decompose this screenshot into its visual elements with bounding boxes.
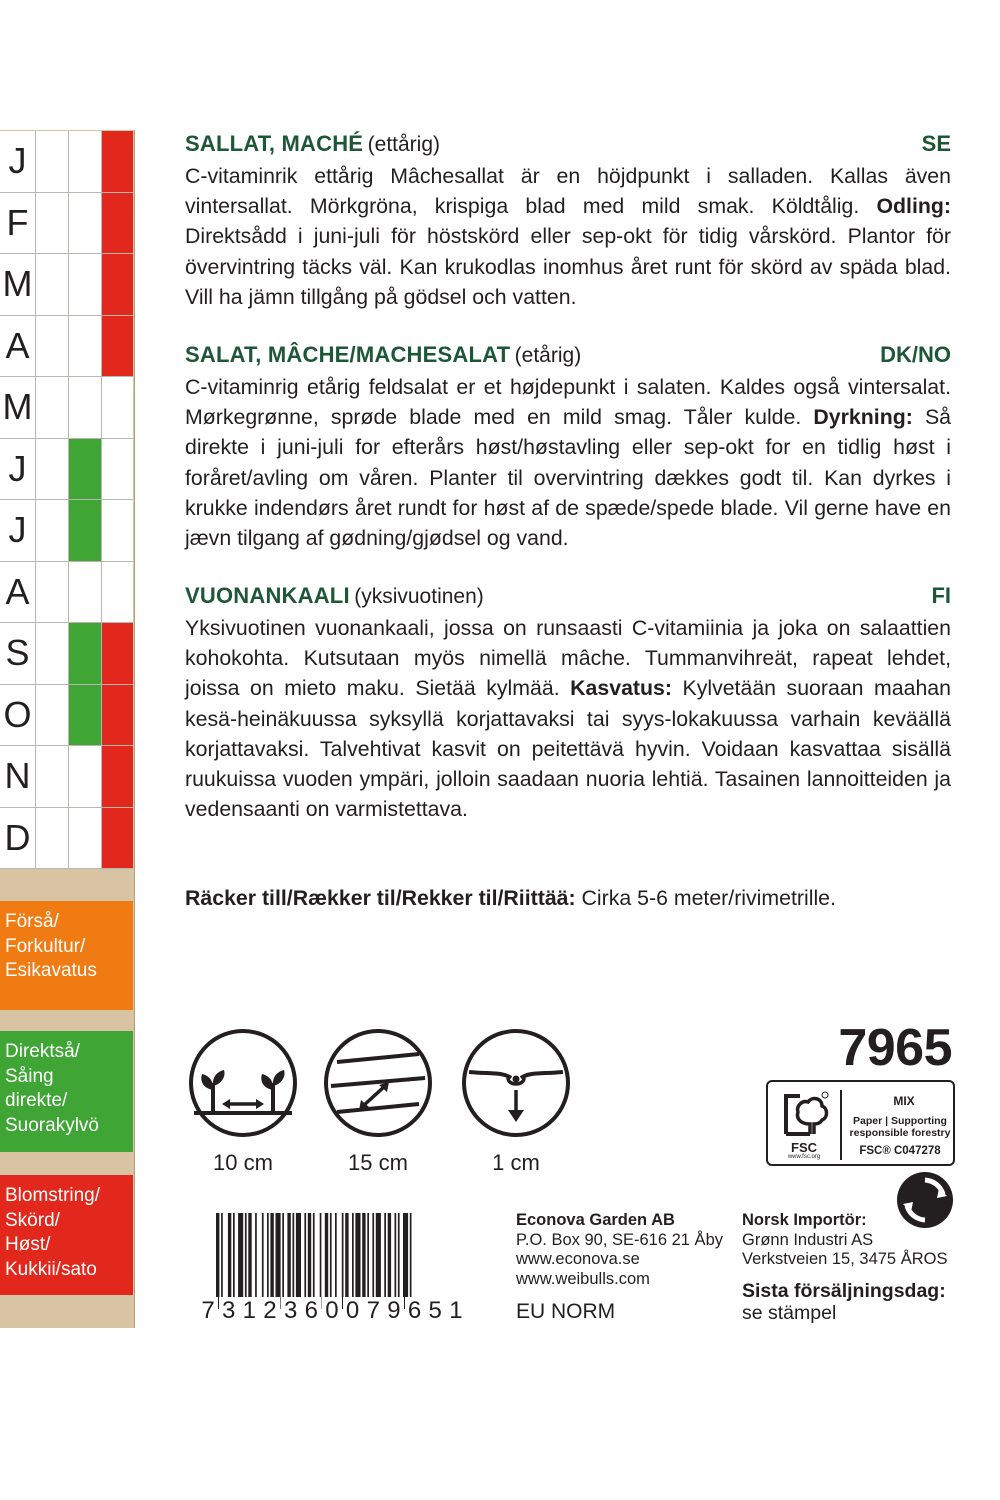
barcode-digits xyxy=(198,1297,466,1325)
body-text: C-vitaminrik ettårig Mâchesallat är en höjdpunkt i salladen. Kallas även vintersallat. Mörkgröna, krispiga blad med mild smak. Köldtålig. xyxy=(185,164,951,219)
section-body xyxy=(185,613,951,824)
calendar-row xyxy=(0,685,133,747)
calendar-cell-harvest xyxy=(102,439,133,500)
barcode-digit: 2 xyxy=(260,1297,280,1325)
calendar-row xyxy=(0,193,133,255)
section-language: DK/NO xyxy=(880,342,951,367)
calendar-cell-indoor xyxy=(36,377,69,438)
legend-sow-indoors xyxy=(0,901,133,1010)
barcode-bar xyxy=(313,1213,315,1309)
calendar-cell-indoor xyxy=(36,808,69,869)
barcode-digit: 7 xyxy=(198,1297,218,1325)
eu-norm: EU NORM xyxy=(516,1300,616,1323)
month-letter: M xyxy=(0,377,36,438)
barcode-bar xyxy=(388,1213,391,1309)
month-letter: D xyxy=(0,808,36,869)
body-text: Yksivuotinen vuonankaali, jossa on runsaasti C-vitamiinia ja joka on salaattien kohokohta. Kutsutaan myös nimellä mâche. Tummanvihreät, rapeat lehdet, joissa on mieto maku. Sietää kylmää. xyxy=(185,616,951,701)
body-text: Så direkte i juni-juli for efterårs høst/høstavling eller sep-okt for en tidlig høst i foråret/avling om våren. Planter til overvintring dækkes godt til. Kan dyrkes i krukke indendørs året rundt for høst af de spæde/spede blade. Vil gerne have en jævn tilgang af gødning/gjødsel og vand. xyxy=(185,405,952,551)
calendar-cell-harvest xyxy=(102,254,133,315)
legend-harvest-line: Kukkii/sato xyxy=(5,1258,97,1280)
barcode-digit: 1 xyxy=(446,1297,466,1325)
barcode-bar xyxy=(308,1213,311,1309)
last-sale-date xyxy=(742,1280,946,1324)
barcode-bar xyxy=(248,1213,251,1309)
barcode-bar xyxy=(345,1213,348,1309)
barcode-digit: 3 xyxy=(281,1297,301,1325)
barcode-digit: 9 xyxy=(384,1297,404,1325)
calendar-cell-direct xyxy=(69,685,102,746)
section-body xyxy=(185,372,951,553)
calendar-cell-indoor xyxy=(36,254,69,315)
calendar-cell-harvest xyxy=(102,377,133,438)
calendar-row xyxy=(0,316,133,378)
barcode-bar xyxy=(287,1213,290,1309)
calendar-row xyxy=(0,562,133,624)
barcode-bar xyxy=(228,1213,231,1309)
barcode-bar xyxy=(255,1213,257,1309)
barcode-bar xyxy=(410,1213,412,1309)
barcode-bar xyxy=(270,1213,273,1309)
section-se xyxy=(185,131,951,312)
month-letter: O xyxy=(0,685,36,746)
company-name: Econova Garden AB xyxy=(516,1211,675,1229)
month-letter: A xyxy=(0,562,36,623)
month-letter: F xyxy=(0,193,36,254)
yield-info xyxy=(185,886,836,911)
calendar-cell-direct xyxy=(69,131,102,192)
calendar-cell-direct xyxy=(69,623,102,684)
company-line: www.weibulls.com xyxy=(516,1269,650,1288)
legend-sow-indoors-line: Förså/ xyxy=(5,911,59,932)
legend-sow-indoors-line: Forkultur/ xyxy=(5,935,86,957)
icon-label: 10 cm xyxy=(213,1150,273,1175)
body-text: Kylvetään suoraan maahan kesä-heinäkuussa syksyllä korjattavaksi tai syys-lokakuussa varhain keväällä korjattavaksi. Talvehtivat kasvit on peitettävä hyvin. Voidaan kasvattaa sisällä ruukuissa vuoden ympäri, jolloin saadaan nuoria lehtiä. Tasainen lannoitteiden ja vedensaanti on varmistettava. xyxy=(185,676,951,822)
barcode-digit: 1 xyxy=(239,1297,259,1325)
row-spacing-icon-block xyxy=(322,1028,434,1176)
section-fi xyxy=(185,583,951,824)
calendar-cell-direct xyxy=(69,808,102,869)
legend-sow-direct xyxy=(0,1031,133,1152)
section-subtitle: (yksivuotinen) xyxy=(354,585,484,608)
section-title: SALLAT, MACHÉ xyxy=(185,131,364,156)
barcode-bar xyxy=(276,1213,281,1309)
legend-harvest-line: Høst/ xyxy=(5,1234,51,1255)
row-spacing-icon xyxy=(323,1028,433,1138)
calendar-cell-harvest xyxy=(102,316,133,377)
body-text: Direktsådd i juni-juli för höstskörd eller sep-okt för tidig vårskörd. Plantor för övervintring täcks väl. Kan krukodlas inomhus året runt för skörd av späda blad. Vill ha jämn tillgång på gödsel och vatten. xyxy=(185,224,951,309)
importer-address xyxy=(742,1211,947,1270)
barcode-bar xyxy=(395,1213,397,1309)
month-letter: N xyxy=(0,746,36,807)
barcode-bar xyxy=(403,1213,408,1309)
calendar-row xyxy=(0,439,133,501)
section-title: VUONANKAALI xyxy=(185,583,350,608)
month-letter: M xyxy=(0,254,36,315)
barcode-bar xyxy=(296,1213,301,1309)
calendar-cell-indoor xyxy=(36,439,69,500)
calendar-cell-direct xyxy=(69,562,102,623)
month-letter: S xyxy=(0,623,36,684)
calendar-row xyxy=(0,377,133,439)
barcode-digit: 5 xyxy=(425,1297,445,1325)
barcode-bar xyxy=(233,1213,235,1309)
calendar-cell-harvest xyxy=(102,808,133,869)
fsc-paper: Paper | Supporting responsible forestry xyxy=(849,1115,951,1139)
barcode-bar xyxy=(330,1213,332,1309)
calendar-cell-harvest xyxy=(102,623,133,684)
calendar-cell-harvest xyxy=(102,562,133,623)
section-dk-no xyxy=(185,342,951,553)
calendar-row xyxy=(0,254,133,316)
barcode-bar xyxy=(238,1213,243,1309)
barcode-bar xyxy=(362,1213,365,1309)
calendar-row xyxy=(0,623,133,685)
barcode-bar xyxy=(293,1213,295,1309)
barcode-bar xyxy=(352,1213,354,1309)
calendar-cell-direct xyxy=(69,439,102,500)
barcode-bar xyxy=(245,1213,247,1309)
section-subtitle: (etårig) xyxy=(514,344,582,367)
calendar-cell-direct xyxy=(69,746,102,807)
barcode-bar xyxy=(367,1213,369,1309)
calendar-cell-harvest xyxy=(102,500,133,561)
calendar-cell-direct xyxy=(69,377,102,438)
calendar-cell-indoor xyxy=(36,316,69,377)
fsc-text: FSC xyxy=(791,1140,817,1155)
yield-label: Räcker till/Rækker til/Rekker til/Riittää: xyxy=(185,886,576,910)
fsc-site: www.fsc.org xyxy=(787,1154,821,1160)
fsc-mix: MIX xyxy=(893,1094,915,1108)
legend-harvest-line: Blomstring/ xyxy=(5,1185,101,1206)
barcode-digit: 6 xyxy=(405,1297,425,1325)
calendar-cell-indoor xyxy=(36,562,69,623)
company-address xyxy=(516,1211,723,1289)
plant-spacing-icon-block xyxy=(187,1028,299,1176)
calendar-row xyxy=(0,746,133,808)
calendar-cell-harvest xyxy=(102,193,133,254)
calendar-cell-indoor xyxy=(36,500,69,561)
calendar-cell-indoor xyxy=(36,685,69,746)
section-title: SALAT, MÂCHE/MACHESALAT xyxy=(185,342,511,367)
month-letter: J xyxy=(0,439,36,500)
barcode-bar xyxy=(355,1213,360,1309)
calendar-cell-harvest xyxy=(102,746,133,807)
body-text: C-vitaminrig etårig feldsalat er et højdepunkt i salaten. Kaldes også vintersalat. Mørkegrønne, sprøde blade med en mild smag. Tåler kulde. xyxy=(185,375,951,430)
barcode-bar xyxy=(335,1213,337,1309)
importer-label: Norsk Importör: xyxy=(742,1211,867,1229)
barcode-digit: 6 xyxy=(301,1297,321,1325)
barcode-digit: 7 xyxy=(363,1297,383,1325)
month-letter: J xyxy=(0,131,36,192)
calendar-cell-indoor xyxy=(36,746,69,807)
calendar-row xyxy=(0,808,133,870)
barcode-bar xyxy=(384,1213,386,1309)
sowing-depth-icon xyxy=(461,1028,571,1138)
section-language: FI xyxy=(931,583,951,608)
calendar-cell-indoor xyxy=(36,623,69,684)
legend-harvest-line: Skörd/ xyxy=(5,1209,60,1231)
section-body xyxy=(185,161,951,312)
calendar-cell-direct xyxy=(69,500,102,561)
section-subtitle: (ettårig) xyxy=(367,133,440,156)
section-language: SE xyxy=(921,131,951,156)
barcode-bar xyxy=(262,1213,264,1309)
calendar-cell-harvest xyxy=(102,131,133,192)
icon-label: 15 cm xyxy=(348,1150,408,1175)
barcode-bar xyxy=(221,1213,223,1309)
importer-line: Grønn Industri AS xyxy=(742,1230,874,1249)
sowing-calendar xyxy=(0,131,133,869)
legend-sow-direct-line: Direktså/ xyxy=(5,1041,80,1062)
yield-value: Cirka 5-6 meter/rivimetrille. xyxy=(575,886,836,910)
barcode-bar xyxy=(372,1213,374,1309)
barcode-bar xyxy=(376,1213,381,1309)
fsc-code: FSC® C047278 xyxy=(859,1145,941,1157)
legend-harvest xyxy=(0,1175,133,1295)
legend-sow-direct-line: direkte/ xyxy=(5,1090,68,1111)
barcode-bar xyxy=(325,1213,328,1309)
barcode-bar xyxy=(342,1213,344,1309)
legend-sow-direct-line: Suorakylvö xyxy=(5,1114,99,1136)
barcode-digit: 0 xyxy=(343,1297,363,1325)
icon-label: 1 cm xyxy=(492,1150,540,1175)
fsc-label xyxy=(766,1080,955,1166)
barcode-bar xyxy=(320,1213,322,1309)
importer-line: Verkstveien 15, 3475 ÅROS xyxy=(742,1250,948,1268)
body-bold: Odling: xyxy=(876,194,951,219)
plant-spacing-icon xyxy=(188,1028,298,1138)
company-line: P.O. Box 90, SE-616 21 Åby xyxy=(516,1230,723,1249)
calendar-cell-harvest xyxy=(102,685,133,746)
barcode-bar xyxy=(216,1213,219,1309)
last-sale-value: se stämpel xyxy=(742,1302,837,1324)
calendar-cell-indoor xyxy=(36,131,69,192)
fsc-tree-icon xyxy=(780,1090,830,1140)
body-bold: Dyrkning: xyxy=(813,405,913,430)
barcode-bar xyxy=(304,1213,306,1309)
calendar-row xyxy=(0,500,133,562)
last-sale-label: Sista försäljningsdag: xyxy=(742,1280,946,1302)
month-letter: A xyxy=(0,316,36,377)
article-number: 7965 xyxy=(838,1019,952,1077)
company-line: www.econova.se xyxy=(516,1250,640,1268)
legend-sow-direct-line: Såing xyxy=(5,1065,54,1087)
barcode-bar xyxy=(282,1213,284,1309)
legend-sow-indoors-line: Esikavatus xyxy=(5,960,97,981)
calendar-cell-direct xyxy=(69,316,102,377)
barcode-bar xyxy=(267,1213,269,1309)
month-letter: J xyxy=(0,500,36,561)
calendar-cell-direct xyxy=(69,254,102,315)
calendar-cell-direct xyxy=(69,193,102,254)
calendar-cell-indoor xyxy=(36,193,69,254)
sowing-depth-icon-block xyxy=(460,1028,572,1176)
barcode-digit: 0 xyxy=(322,1297,342,1325)
calendar-row xyxy=(0,131,133,193)
body-bold: Kasvatus: xyxy=(570,676,672,701)
barcode-bar xyxy=(398,1213,400,1309)
barcode-digit: 3 xyxy=(219,1297,239,1325)
